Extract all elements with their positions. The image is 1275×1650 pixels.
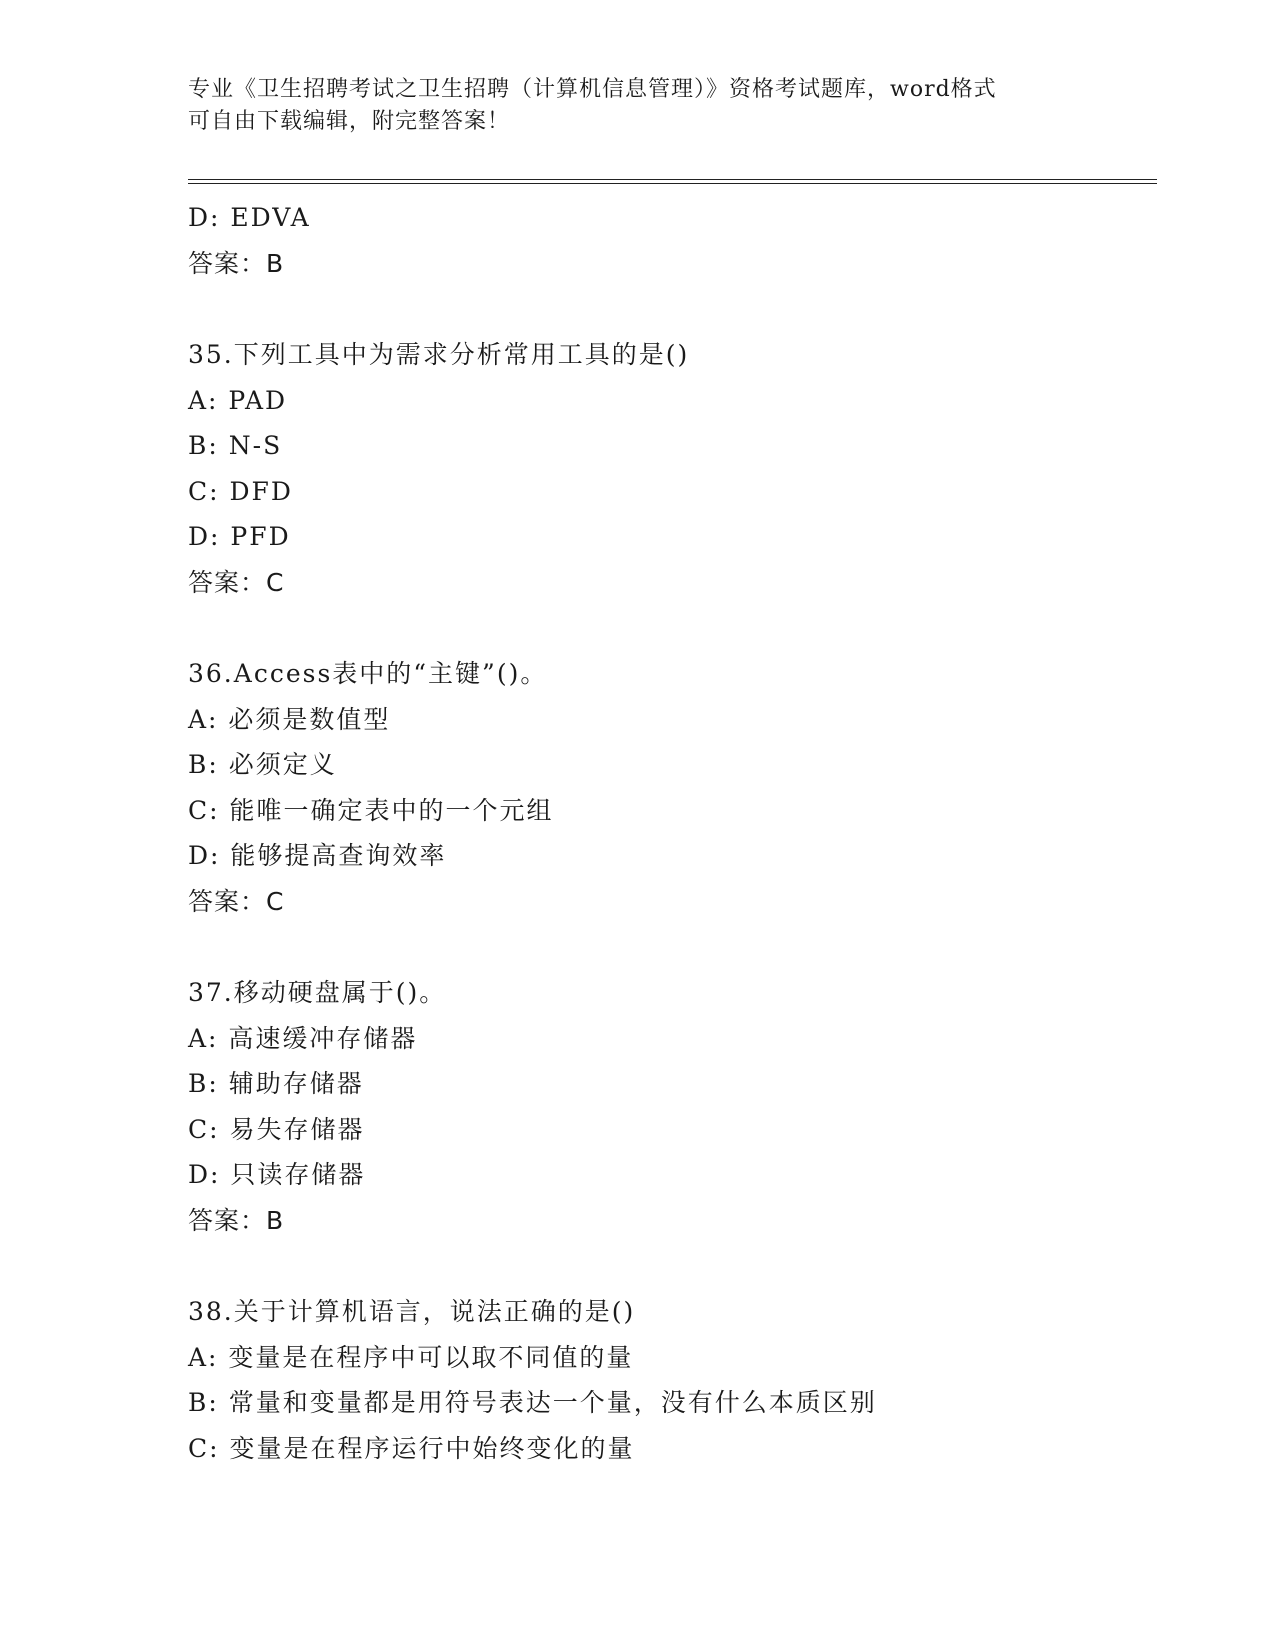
option-d: D: EDVA — [188, 203, 311, 232]
option-a: A: 必须是数值型 — [188, 704, 391, 734]
question-stem: 37.移动硬盘属于()。 — [188, 978, 447, 1007]
option-a: A: 变量是在程序中可以取不同值的量 — [188, 1342, 634, 1372]
option-c: C: DFD — [188, 476, 293, 506]
answer-line: 答案：B — [188, 1205, 285, 1235]
question-stem: 38.关于计算机语言，说法正确的是() — [188, 1297, 636, 1326]
option-b: B: 常量和变量都是用符号表达一个量，没有什么本质区别 — [188, 1388, 877, 1417]
option-d: D: 只读存储器 — [188, 1160, 366, 1189]
option-a: A: 高速缓冲存储器 — [188, 1023, 418, 1053]
previous-question-tail — [188, 195, 1168, 286]
question-37 — [188, 970, 1168, 1243]
option-d: D: 能够提高查询效率 — [188, 841, 447, 870]
question-36 — [188, 651, 1168, 924]
option-b: B: 辅助存储器 — [188, 1069, 364, 1098]
question-content — [188, 195, 1168, 1471]
answer-line: 答案：C — [188, 567, 285, 597]
question-stem: 36.Access表中的“主键”()。 — [188, 659, 548, 688]
option-a: A: PAD — [188, 385, 288, 415]
option-c: C: 能唯一确定表中的一个元组 — [188, 795, 554, 825]
header-divider-top — [188, 179, 1157, 180]
header-divider-bottom — [188, 183, 1157, 184]
answer-line: 答案：C — [188, 886, 285, 916]
option-d: D: PFD — [188, 522, 291, 551]
option-c: C: 变量是在程序运行中始终变化的量 — [188, 1433, 635, 1463]
header-title-line-2: 可自由下载编辑，附完整答案！ — [188, 109, 511, 134]
question-38 — [188, 1289, 1168, 1471]
option-b: B: 必须定义 — [188, 750, 337, 779]
option-b: B: N-S — [188, 431, 283, 460]
question-35 — [188, 332, 1168, 605]
answer-line: 答案：B — [188, 248, 285, 278]
question-stem: 35.下列工具中为需求分析常用工具的是() — [188, 340, 690, 369]
document-header — [188, 74, 1088, 138]
header-title-line-1: 专业《卫生招聘考试之卫生招聘（计算机信息管理）》资格考试题库，word格式 — [188, 77, 997, 102]
option-c: C: 易失存储器 — [188, 1114, 365, 1144]
